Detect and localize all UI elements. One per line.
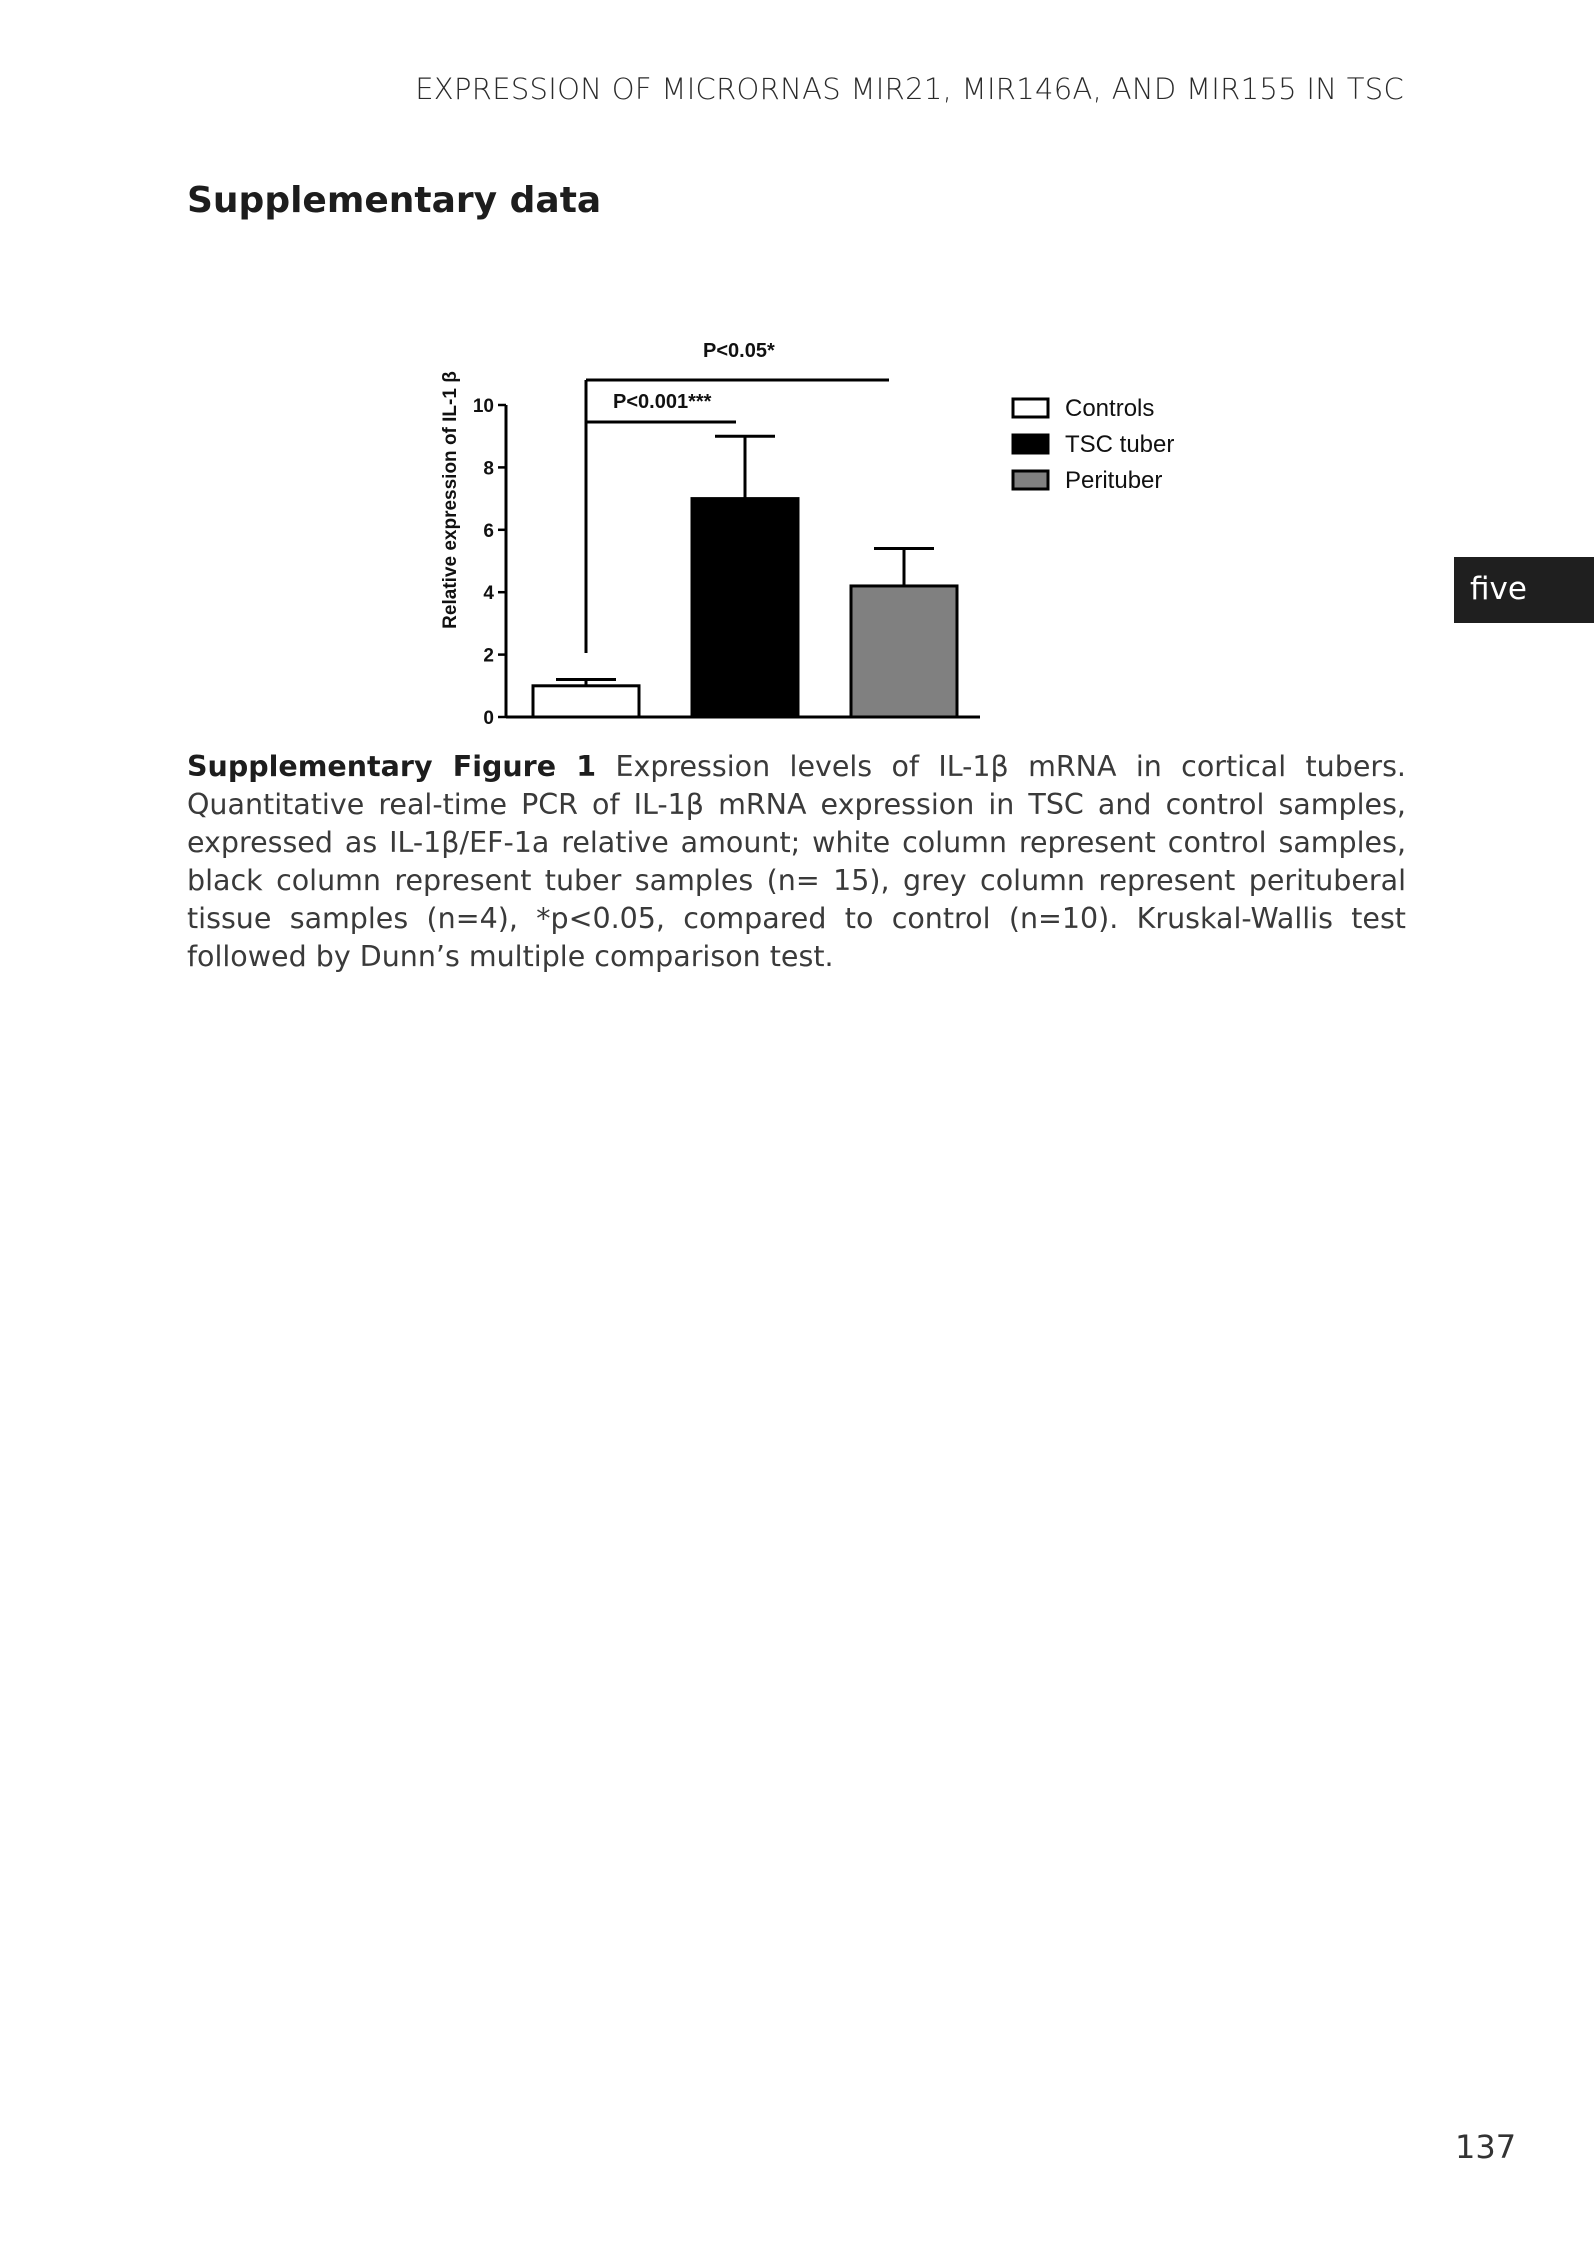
annotation-label: P<0.05* xyxy=(703,340,775,362)
chapter-tab: five xyxy=(1454,557,1594,623)
bar-controls xyxy=(533,686,639,717)
figure-bar-chart xyxy=(420,320,1240,740)
y-tick-label: 6 xyxy=(483,520,494,542)
legend-label: TSC tuber xyxy=(1065,431,1175,458)
y-tick-label: 10 xyxy=(472,396,494,417)
legend xyxy=(1013,395,1174,494)
page-number: 137 xyxy=(1455,2128,1517,2166)
bar-chart xyxy=(420,320,1240,740)
annotation-label: P<0.001*** xyxy=(613,391,712,413)
figure-caption xyxy=(187,748,1406,976)
caption-lead: Supplementary Figure 1 xyxy=(187,750,597,783)
section-title: Supplementary data xyxy=(187,180,602,221)
legend-label: Controls xyxy=(1065,395,1155,422)
bar-tsc-tuber xyxy=(692,499,798,717)
legend-label: Perituber xyxy=(1065,467,1163,494)
y-tick-label: 8 xyxy=(483,458,494,480)
running-head: EXPRESSION OF MICRORNAS MIR21, MIR146A, AND MIR155 IN TSC xyxy=(415,72,1404,106)
y-tick-label: 4 xyxy=(483,583,494,605)
y-tick-label: 0 xyxy=(483,708,494,729)
caption-text: Expression levels of IL-1β mRNA in cortical tubers. Quantitative real-time PCR of IL-1β mRNA expression in TSC and control samples, expressed as IL-1β/EF-1a relative amount; white column represent control samples, black column represent tuber samples (n= 15), grey column represent perituberal tissue samples (n=4), *p<0.05, compared to control (n=10). Kruskal-Wallis test followed by Dunn’s multiple comparison test. xyxy=(187,750,1406,973)
bars xyxy=(533,436,957,717)
legend-swatch xyxy=(1013,435,1048,453)
bar-perituber xyxy=(851,586,957,717)
legend-swatch xyxy=(1013,399,1048,417)
y-tick-label: 2 xyxy=(483,645,494,667)
y-axis-label: Relative expression of IL-1 β xyxy=(440,371,461,629)
legend-swatch xyxy=(1013,471,1048,489)
